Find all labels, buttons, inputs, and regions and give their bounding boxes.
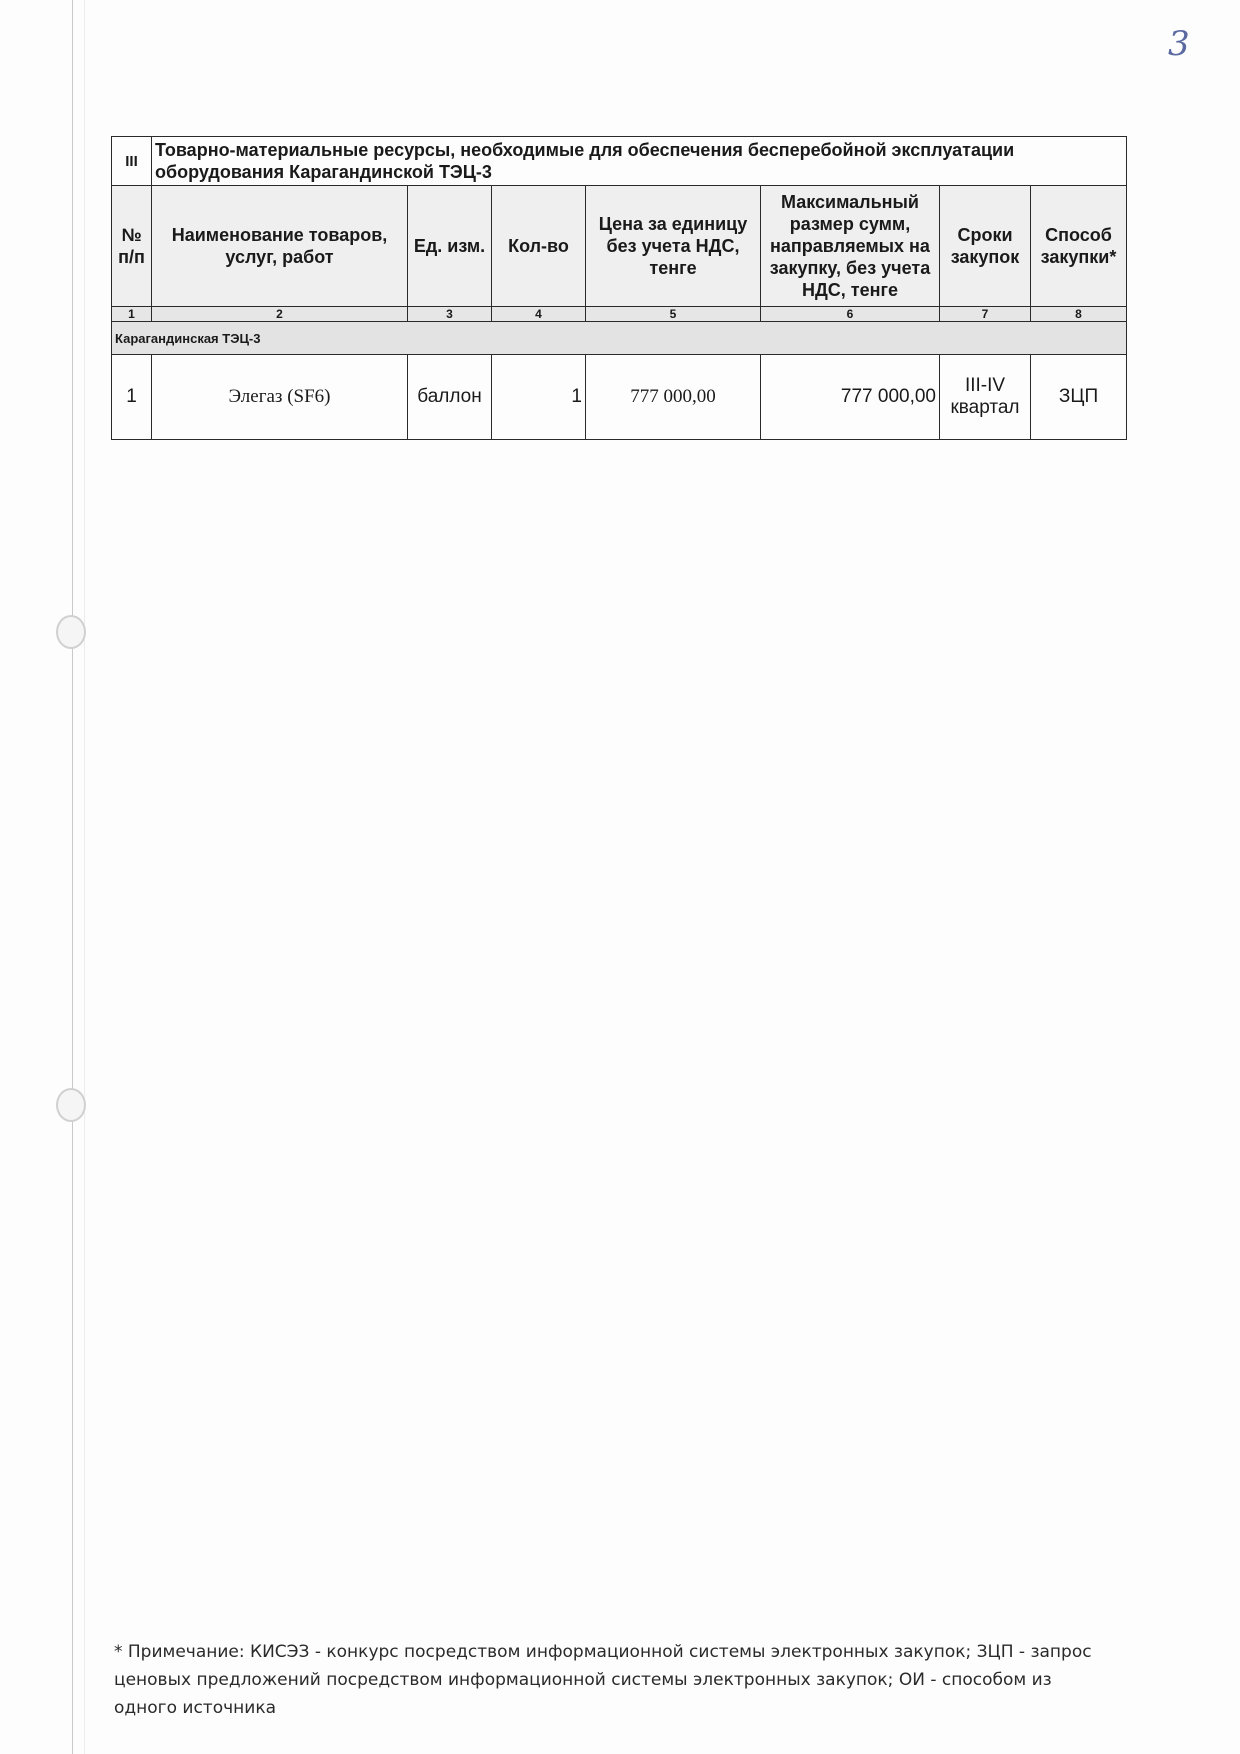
- row-num: 1: [112, 355, 152, 440]
- column-number: 5: [586, 307, 761, 322]
- section-header-row: [112, 137, 1127, 186]
- row-qty: 1: [492, 355, 586, 440]
- header-unit-price: Цена за единицу без учета НДС, тенге: [586, 186, 761, 307]
- column-number-row: [112, 307, 1127, 322]
- column-number: 3: [408, 307, 492, 322]
- column-number: 1: [112, 307, 152, 322]
- header-method: Способ закупки*: [1031, 186, 1127, 307]
- row-period: III-IV квартал: [940, 355, 1031, 440]
- header-period: Сроки закупок: [940, 186, 1031, 307]
- column-header-row: [112, 186, 1127, 307]
- punch-hole-icon: [56, 615, 86, 649]
- row-unit-price: 777 000,00: [586, 355, 761, 440]
- page-number: 3: [1168, 24, 1190, 64]
- header-num: № п/п: [112, 186, 152, 307]
- header-max-sum: Максимальный размер сумм, направляемых на закупку, без учета НДС, тенге: [761, 186, 940, 307]
- header-unit: Ед. изм.: [408, 186, 492, 307]
- section-title: Товарно-материальные ресурсы, необходимые для обеспечения бесперебойной эксплуатации оборудования Карагандинской ТЭЦ-3: [152, 137, 1127, 186]
- row-max-sum: 777 000,00: [761, 355, 940, 440]
- group-label: Карагандинская ТЭЦ-3: [112, 322, 1127, 355]
- column-number: 2: [152, 307, 408, 322]
- column-number: 7: [940, 307, 1031, 322]
- row-method: ЗЦП: [1031, 355, 1127, 440]
- section-number: III: [112, 137, 152, 186]
- margin-line: [72, 0, 73, 1754]
- procurement-table: [111, 136, 1127, 440]
- column-number: 8: [1031, 307, 1127, 322]
- footnote: * Примечание: КИСЭЗ - конкурс посредством информационной системы электронных закупок; ЗЦП - запрос ценовых предложений посредством информационной системы электронных закупок; ОИ - способом из одного источника: [114, 1642, 1092, 1718]
- row-name: Элегаз (SF6): [152, 355, 408, 440]
- margin-line-secondary: [84, 0, 85, 1754]
- table-row: [112, 355, 1127, 440]
- column-number: 6: [761, 307, 940, 322]
- column-number: 4: [492, 307, 586, 322]
- header-qty: Кол-во: [492, 186, 586, 307]
- header-name: Наименование товаров, услуг, работ: [152, 186, 408, 307]
- group-row: [112, 322, 1127, 355]
- row-unit: баллон: [408, 355, 492, 440]
- punch-hole-icon: [56, 1088, 86, 1122]
